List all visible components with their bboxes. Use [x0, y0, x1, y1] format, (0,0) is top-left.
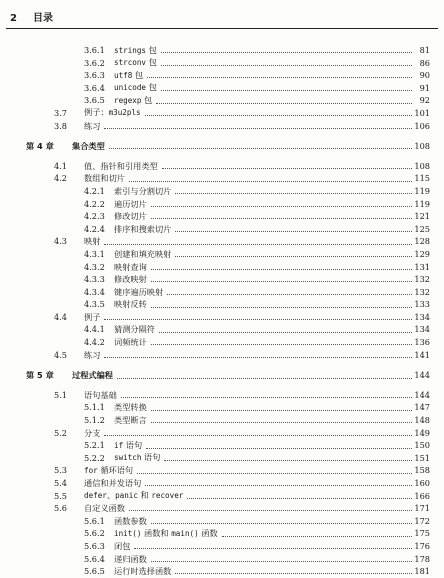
- toc-entry-number: 4.4.2: [84, 337, 105, 348]
- toc-entry: [6, 477, 436, 490]
- toc-entry-number: 5.3: [54, 465, 68, 476]
- dot-leader: [161, 51, 412, 53]
- dot-leader: [104, 318, 412, 320]
- toc-entry-page: 106: [414, 120, 430, 131]
- toc-entry-page: 160: [414, 478, 430, 488]
- toc-entry-number: 4.2.3: [84, 211, 105, 222]
- toc-entry-page: 171: [414, 503, 430, 514]
- toc-entry-number: 4.2: [54, 173, 68, 184]
- page-number: 2: [10, 13, 17, 24]
- dot-leader: [151, 268, 412, 270]
- toc-entry: [6, 427, 436, 440]
- dot-leader: [104, 127, 412, 129]
- toc-entry-number: 5.2.1: [84, 440, 105, 451]
- toc-entry-title: 映射查询: [114, 261, 147, 272]
- toc-entry: [6, 490, 436, 503]
- toc-entry-number: 3.6.3: [84, 70, 105, 81]
- toc-entry-title: 类型断言: [114, 415, 147, 426]
- toc-entry-title: regexp 包: [114, 94, 153, 105]
- toc-entry: [6, 69, 436, 82]
- toc-entry-number: 3.7: [54, 107, 68, 118]
- toc-entry: [6, 185, 436, 198]
- toc-entry: [6, 464, 436, 477]
- dot-leader: [129, 509, 412, 511]
- toc-entry-number: 3.6.1: [84, 45, 105, 55]
- dot-leader: [104, 356, 412, 358]
- toc-entry-number: 4.4: [54, 311, 68, 322]
- dot-leader: [151, 560, 412, 562]
- toc-entry-page: 133: [414, 299, 430, 310]
- toc-entry-number: 4.2.4: [84, 223, 105, 234]
- toc-entry-number: 5.1.2: [84, 415, 105, 426]
- dot-leader: [104, 434, 412, 436]
- toc-entry-title: 遍历切片: [114, 198, 147, 209]
- toc-entry-number: 5.6.2: [84, 528, 105, 539]
- toc-entry-page: 150: [414, 440, 430, 451]
- dot-leader: [167, 293, 412, 295]
- toc-entry-title: 数组和切片: [84, 173, 125, 184]
- dot-leader: [151, 522, 412, 524]
- toc-entry-number: 5.6.5: [84, 566, 105, 577]
- dot-leader: [151, 343, 412, 345]
- toc-entry: [6, 172, 436, 185]
- dot-leader: [222, 535, 412, 537]
- dot-leader: [147, 76, 412, 78]
- dot-leader: [151, 421, 412, 423]
- toc-entry-number: 5.1.1: [84, 402, 105, 413]
- toc-entry: [6, 235, 436, 248]
- dot-leader: [175, 255, 412, 257]
- dot-leader: [109, 147, 412, 149]
- toc-entry-page: 176: [414, 540, 430, 551]
- toc-entry-number: 4.3.4: [84, 286, 105, 297]
- toc-entry-number: 5.4: [54, 478, 68, 488]
- dot-leader: [117, 377, 412, 379]
- toc-entry-page: 166: [414, 490, 430, 501]
- toc-entry: [6, 401, 436, 414]
- toc-entry-title: strconv 包: [114, 57, 157, 68]
- dot-leader: [164, 459, 412, 461]
- toc-entry: [6, 223, 436, 236]
- toc-entry-number: 5.6: [54, 503, 68, 514]
- toc-entry-title: 猜测分隔符: [114, 324, 155, 335]
- toc-entry: [6, 273, 436, 286]
- toc-entry: [6, 261, 436, 274]
- toc-entry: [6, 323, 436, 336]
- toc-entry: [6, 527, 436, 540]
- toc-entry: [6, 198, 436, 211]
- dot-leader: [151, 306, 412, 308]
- toc-entry-title: 过程式编程: [72, 370, 113, 381]
- toc-entry-title: strings 包: [114, 44, 157, 55]
- toc-entry-title: 词频统计: [114, 337, 147, 348]
- toc-entry-page: 81: [419, 45, 430, 55]
- toc-entry-page: 125: [414, 223, 430, 234]
- running-section-title: 目录: [32, 13, 53, 24]
- toc-entry-page: 115: [414, 173, 430, 184]
- toc-entry-page: 91: [419, 82, 430, 93]
- toc-entry: [6, 311, 436, 324]
- toc-entry-page: 147: [414, 402, 430, 413]
- toc-entry: [6, 389, 436, 402]
- table-of-contents: [6, 44, 436, 578]
- toc-entry: [6, 502, 436, 515]
- toc-entry-page: 148: [414, 415, 430, 426]
- toc-entry: [6, 44, 436, 57]
- toc-entry: [6, 515, 436, 528]
- toc-entry: [6, 336, 436, 349]
- toc-entry-number: 5.2.2: [84, 452, 105, 463]
- toc-entry-number: 4.1: [54, 160, 68, 171]
- toc-entry-title: 例子：m3u2pls: [84, 107, 141, 118]
- toc-entry-title: 练习: [84, 349, 101, 360]
- toc-entry-number: 第 4 章: [26, 141, 54, 152]
- toc-entry-page: 136: [414, 337, 430, 348]
- toc-chapter-entry: [6, 369, 436, 382]
- toc-entry-title: unicode 包: [114, 82, 157, 93]
- toc-entry-page: 119: [414, 198, 430, 209]
- dot-leader: [145, 484, 412, 486]
- toc-entry-number: 3.8: [54, 120, 68, 131]
- dot-leader: [156, 102, 412, 104]
- header-rule: [6, 28, 438, 29]
- dot-leader: [162, 167, 412, 169]
- toc-entry-page: 108: [414, 160, 430, 171]
- toc-entry: [6, 349, 436, 362]
- toc-entry-page: 134: [414, 324, 430, 335]
- toc-entry: [6, 540, 436, 553]
- toc-entry: [6, 57, 436, 70]
- dot-leader: [159, 331, 412, 333]
- toc-entry-number: 4.3.5: [84, 299, 105, 310]
- toc-entry-number: 5.6.3: [84, 540, 105, 551]
- toc-entry-title: 映射: [84, 236, 101, 247]
- toc-entry: [6, 298, 436, 311]
- toc-entry-title: 修改映射: [114, 274, 147, 285]
- dot-leader: [151, 217, 412, 219]
- toc-entry: [6, 553, 436, 566]
- toc-entry: [6, 210, 436, 223]
- toc-entry: [6, 94, 436, 107]
- dot-leader: [137, 472, 412, 474]
- toc-entry-title: 闭包: [114, 540, 131, 551]
- toc-entry-page: 108: [414, 141, 430, 152]
- toc-entry-number: 4.4.1: [84, 324, 105, 335]
- toc-entry-number: 5.6.1: [84, 515, 105, 526]
- dot-leader: [175, 230, 412, 232]
- toc-entry-page: 178: [414, 553, 430, 564]
- toc-entry-number: 4.3.1: [84, 248, 105, 259]
- toc-entry-number: 5.2: [54, 427, 68, 438]
- toc-entry-page: 134: [414, 311, 430, 322]
- toc-entry-number: 第 5 章: [26, 370, 54, 381]
- toc-entry-number: 5.6.4: [84, 553, 105, 564]
- toc-entry-page: 90: [419, 70, 430, 81]
- toc-entry-number: 4.3.2: [84, 261, 105, 272]
- toc-entry-title: if 语句: [114, 439, 143, 450]
- toc-entry-number: 4.3.3: [84, 274, 105, 285]
- toc-entry-page: 175: [414, 528, 430, 539]
- dot-leader: [145, 114, 412, 116]
- toc-entry: [6, 248, 436, 261]
- toc-entry-page: 121: [414, 211, 430, 222]
- toc-entry: [6, 82, 436, 95]
- toc-entry-page: 128: [414, 236, 430, 247]
- toc-entry-title: 例子: [84, 311, 101, 322]
- dot-leader: [161, 89, 412, 91]
- toc-entry-number: 4.5: [54, 349, 68, 360]
- toc-entry-page: 144: [414, 370, 430, 381]
- toc-entry-page: 172: [414, 515, 430, 526]
- toc-entry-page: 92: [419, 95, 430, 106]
- toc-entry-page: 132: [414, 286, 430, 297]
- dot-leader: [151, 409, 412, 411]
- toc-entry-title: for 循环语句: [84, 464, 134, 475]
- toc-entry-title: 练习: [84, 120, 101, 131]
- toc-entry-title: 修改切片: [114, 211, 147, 222]
- toc-entry: [6, 565, 436, 578]
- toc-entry-title: 语句基础: [84, 389, 117, 400]
- toc-entry-number: 3.6.5: [84, 95, 105, 106]
- dot-leader: [175, 192, 412, 194]
- toc-entry-page: 129: [414, 248, 430, 259]
- dot-leader: [187, 497, 412, 499]
- toc-entry-title: 集合类型: [72, 141, 105, 152]
- toc-entry-title: 键序遍历映射: [114, 286, 164, 297]
- toc-entry-title: 运行时选择函数: [114, 566, 172, 577]
- toc-entry: [6, 439, 436, 452]
- dot-leader: [146, 447, 412, 449]
- toc-entry-title: switch 语句: [114, 452, 161, 463]
- toc-entry-title: defer、panic 和 recover: [84, 490, 184, 501]
- toc-entry-number: 3.6.4: [84, 82, 105, 93]
- toc-entry: [6, 160, 436, 173]
- toc-entry-page: 101: [414, 107, 430, 118]
- toc-entry-title: 类型转换: [114, 402, 147, 413]
- toc-entry-title: utf8 包: [114, 69, 144, 80]
- toc-entry-number: 5.5: [54, 490, 68, 501]
- toc-entry-number: 4.2.1: [84, 185, 105, 196]
- toc-chapter-entry: [6, 140, 436, 153]
- dot-leader: [134, 547, 412, 549]
- toc-entry-number: 4.2.2: [84, 198, 105, 209]
- toc-entry-title: 创建和填充映射: [114, 248, 172, 259]
- toc-entry-page: 119: [414, 185, 430, 196]
- toc-entry-title: 排序和搜索切片: [114, 223, 172, 234]
- toc-entry-title: 递归函数: [114, 553, 147, 564]
- toc-entry-title: init() 函数和 main() 函数: [114, 527, 218, 538]
- toc-entry-title: 自定义函数: [84, 503, 125, 514]
- toc-entry-page: 158: [414, 465, 430, 476]
- toc-entry-page: 141: [414, 349, 430, 360]
- toc-entry-page: 144: [414, 389, 430, 400]
- toc-entry-title: 值、指针和引用类型: [84, 160, 158, 171]
- toc-entry-title: 通信和并发语句: [84, 478, 142, 488]
- toc-entry-page: 151: [414, 452, 430, 463]
- dot-leader: [175, 572, 412, 574]
- dot-leader: [161, 64, 412, 66]
- toc-entry: [6, 120, 436, 133]
- toc-entry: [6, 107, 436, 120]
- toc-entry-title: 分支: [84, 427, 101, 438]
- toc-entry-number: 5.1: [54, 389, 68, 400]
- dot-leader: [151, 280, 412, 282]
- toc-entry-title: 函数参数: [114, 515, 147, 526]
- toc-entry-title: 映射反转: [114, 299, 147, 310]
- toc-entry-number: 3.6.2: [84, 57, 105, 68]
- toc-entry-page: 86: [419, 57, 430, 68]
- toc-entry-page: 149: [414, 427, 430, 438]
- toc-entry-page: 131: [414, 261, 430, 272]
- dot-leader: [129, 180, 412, 182]
- toc-entry: [6, 452, 436, 465]
- page-header: [10, 6, 434, 24]
- dot-leader: [151, 205, 412, 207]
- toc-entry-title: 索引与分割切片: [114, 185, 172, 196]
- dot-leader: [121, 396, 412, 398]
- toc-entry: [6, 286, 436, 299]
- toc-entry-page: 132: [414, 274, 430, 285]
- toc-entry-page: 181: [414, 566, 430, 577]
- toc-entry-number: 4.3: [54, 236, 68, 247]
- dot-leader: [104, 243, 412, 245]
- toc-entry: [6, 414, 436, 427]
